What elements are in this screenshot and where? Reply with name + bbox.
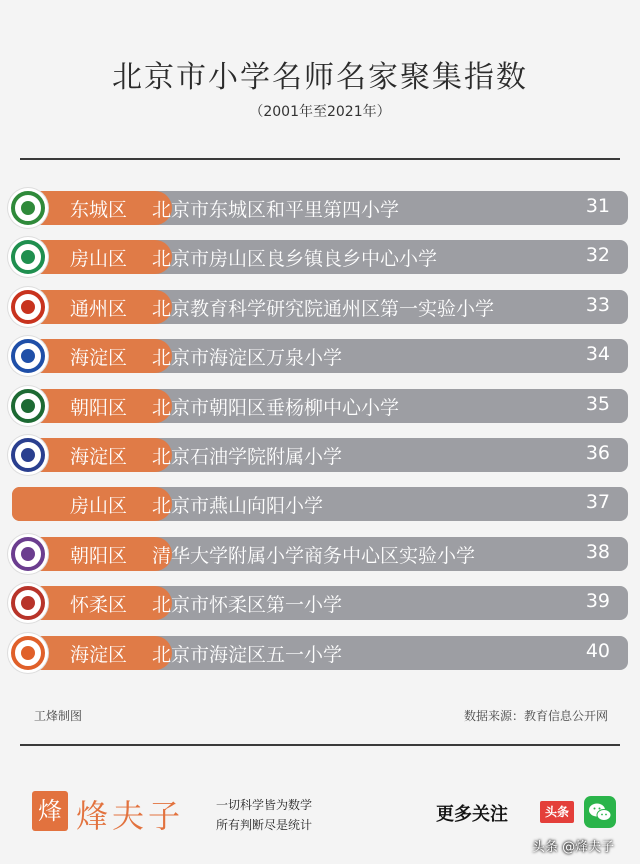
value-label: 39 [585,590,610,613]
brand-name: 烽夫子 [76,797,185,835]
chart-row [12,389,628,423]
value-label: 37 [585,491,610,514]
school-logo-icon [8,237,48,277]
slogan-line-2: 所有判断尽是统计 [216,818,313,832]
brand-logo-icon: 烽 [32,791,68,831]
school-label: 北京市朝阳区垂杨柳中心小学 [152,396,400,419]
district-label: 房山区 [70,495,128,518]
school-label: 北京市房山区良乡镇良乡中心小学 [152,248,438,271]
bottom-divider [20,744,620,746]
value-label: 35 [585,392,610,415]
school-logo-icon [8,188,48,228]
value-label: 32 [585,244,610,267]
district-label: 通州区 [70,297,128,320]
school-label: 北京市怀柔区第一小学 [152,594,343,617]
school-label: 北京市燕山向阳小学 [152,495,324,518]
chart-row [12,240,628,274]
district-label: 朝阳区 [70,396,128,419]
school-logo-icon [8,633,48,673]
value-label: 38 [585,540,610,563]
chart-row [12,438,628,472]
value-label: 36 [585,442,610,464]
school-logo-icon [8,287,48,327]
district-label: 海淀区 [70,446,128,468]
credit-source: 数据来源：教育信息公开网 [463,709,608,723]
school-logo-icon [8,534,48,574]
credit-author: 工烽制图 [34,709,83,723]
slogan-line-1: 一切科学皆为数学 [216,798,313,812]
value-label: 34 [585,343,610,366]
school-label: 北京教育科学研究院通州区第一实验小学 [152,297,495,320]
page-subtitle: （2001年至2021年） [249,104,391,120]
chart-row [12,191,628,225]
school-label: 北京市海淀区五一小学 [152,643,343,666]
school-logo-icon [8,386,48,426]
chart-row [12,487,628,521]
district-label: 怀柔区 [70,594,128,617]
school-logo-icon [8,435,48,475]
chart-row [12,586,628,620]
value-label: 40 [585,639,610,662]
watermark: 头条 @烽夫子 [532,840,615,855]
chart-row [12,636,628,670]
district-label: 东城区 [70,199,128,221]
school-label: 清华大学附属小学商务中心区实验小学 [152,544,476,567]
value-label: 31 [585,195,610,217]
school-logo-icon [8,336,48,376]
chart-row [12,537,628,571]
chart-row [12,339,628,373]
district-label: 海淀区 [70,347,128,370]
school-label: 北京石油学院附属小学 [152,446,343,468]
school-label: 北京市海淀区万泉小学 [152,347,343,370]
chart-row [12,290,628,324]
district-label: 朝阳区 [70,544,128,567]
wechat-icon[interactable] [584,796,616,828]
page-title: 北京市小学名师名家聚集指数 [112,60,528,95]
top-divider [20,158,620,160]
district-label: 房山区 [70,248,128,271]
follow-label: 更多关注 [436,804,508,825]
school-logo-icon [8,583,48,623]
district-label: 海淀区 [70,643,128,666]
value-label: 33 [585,293,610,316]
school-label: 北京市东城区和平里第四小学 [152,199,400,221]
toutiao-logo-icon[interactable]: 头条 [540,801,574,823]
